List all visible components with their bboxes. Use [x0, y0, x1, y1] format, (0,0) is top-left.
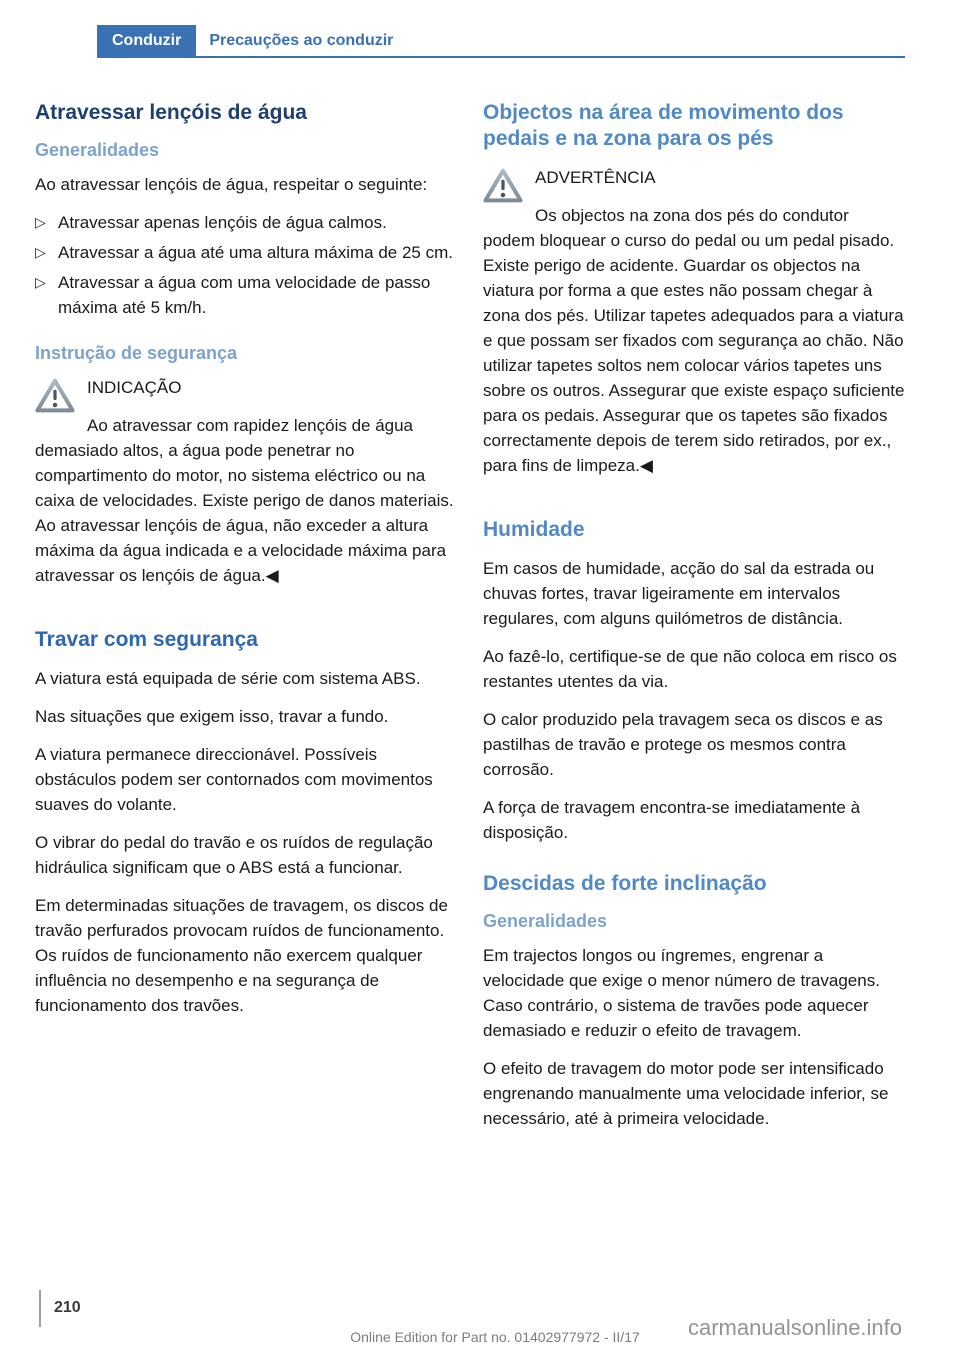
list-item-text: Atravessar a água até uma altura máxima de 25 cm.: [58, 243, 453, 262]
paragraph: Em trajectos longos ou íngremes, engrenar a velocidade que exige o menor número de travagens. Caso contrário, o sistema de travões pode aquecer demasiado e reduzir o efeito de travagem.: [483, 946, 880, 1040]
paragraph-intro: Ao atravessar lençóis de água, respeitar o seguinte:: [35, 175, 428, 194]
subheading-generalidades-right: Generalidades: [483, 911, 608, 931]
paragraph: O efeito de travagem do motor pode ser intensificado engrenando manualmente uma velocidade inferior, se necessário, até à primeira velocidade.: [483, 1059, 889, 1128]
triangle-bullet-icon: ▷: [35, 274, 46, 290]
paragraph: O vibrar do pedal do travão e os ruídos de regulação hidráulica significam que o ABS está a funcionar.: [35, 833, 433, 877]
page-header: [97, 26, 905, 58]
list-item: [35, 270, 456, 320]
page-number: 210: [54, 1299, 81, 1316]
paragraph: Em casos de humidade, acção do sal da estrada ou chuvas fortes, travar ligeiramente em intervalos regulares, com alguns quilómetros de distância.: [483, 559, 875, 628]
subheading-generalidades-left: Generalidades: [35, 140, 160, 160]
paragraph: O calor produzido pela travagem seca os discos e as pastilhas de travão e protege os mesmos contra corrosão.: [483, 710, 883, 779]
paragraph: A força de travagem encontra-se imediatamente à disposição.: [483, 798, 861, 842]
list-item: [35, 240, 456, 265]
warning-triangle-icon: [483, 168, 523, 204]
notice-title: INDICAÇÃO: [87, 378, 182, 397]
heading-travar-seguranca: Travar com segurança: [35, 628, 258, 651]
paragraph: Nas situações que exigem isso, travar a fundo.: [35, 707, 389, 726]
notice-text: Ao atravessar com rapidez lençóis de água demasiado altos, a água pode penetrar no compartimento do motor, no sistema eléctrico ou na caixa de velocidades. Existe perigo de danos materiais. Ao atravessar lençóis de água, não exceder a altura máxima da água indicada e a velocidade máxima para atravessar os lençóis de água.◀: [35, 416, 454, 585]
right-column: [483, 100, 905, 1144]
warning-text: Os objectos na zona dos pés do condutor podem bloquear o curso do pedal ou um pedal pisado. Existe perigo de acidente. Guardar os objectos na viatura por forma a que estes não possam chegar à zona dos pés. Utilizar tapetes adequados para a viatura e que possam ser fixados com segurança ao chão. Não utilizar tapetes soltos nem colocar vários tapetes uns sobre os outros. Assegurar que existe espaço suficiente para os pedais. Assegurar que os tapetes são fixados correctamente depois de terem sido retirados, por ex., para fins de limpeza.◀: [483, 206, 905, 475]
footer-edition-text: Online Edition for Part no. 01402977972 - II/17: [350, 1329, 640, 1345]
paragraph: Ao fazê-lo, certifique-se de que não coloca em risco os restantes utentes da via.: [483, 647, 897, 691]
heading-objectos-pedais: Objectos na área de movimento dos pedais e na zona para os pés: [483, 101, 844, 150]
triangle-bullet-icon: ▷: [35, 244, 46, 260]
triangle-bullet-icon: ▷: [35, 214, 46, 230]
page-number-rule: [39, 1290, 41, 1327]
subheading-instrucao-seguranca: Instrução de segurança: [35, 343, 238, 363]
left-column: [35, 100, 456, 1031]
warning-title: ADVERTÊNCIA: [535, 168, 656, 187]
heading-atravessar-lencois: Atravessar lençóis de água: [35, 101, 307, 124]
paragraph: A viatura permanece direccionável. Possíveis obstáculos podem ser contornados com movimentos suaves do volante.: [35, 745, 433, 814]
warning-triangle-icon: [35, 378, 75, 414]
heading-descidas: Descidas de forte inclinação: [483, 872, 767, 895]
chapter-label: Conduzir: [112, 32, 182, 49]
warning-block: [483, 165, 905, 491]
chapter-tab: [97, 25, 196, 57]
notice-block: [35, 375, 456, 601]
list-item-text: Atravessar apenas lençóis de água calmos.: [58, 213, 387, 232]
watermark: carmanualsonline.info: [688, 1315, 903, 1340]
list-item: [35, 210, 456, 235]
list-item-text: Atravessar a água com uma velocidade de passo máxima até 5 km/h.: [58, 273, 431, 317]
heading-humidade: Humidade: [483, 518, 585, 541]
header-section-label: Precauções ao conduzir: [209, 32, 394, 49]
paragraph: Em determinadas situações de travagem, os discos de travão perfurados provocam ruídos de funcionamento. Os ruídos de funcionamento não exercem qualquer influência no desempenho e na segurança de funcionamento dos travões.: [35, 896, 448, 1015]
paragraph: A viatura está equipada de série com sistema ABS.: [35, 669, 421, 688]
bullet-list: [35, 210, 456, 320]
